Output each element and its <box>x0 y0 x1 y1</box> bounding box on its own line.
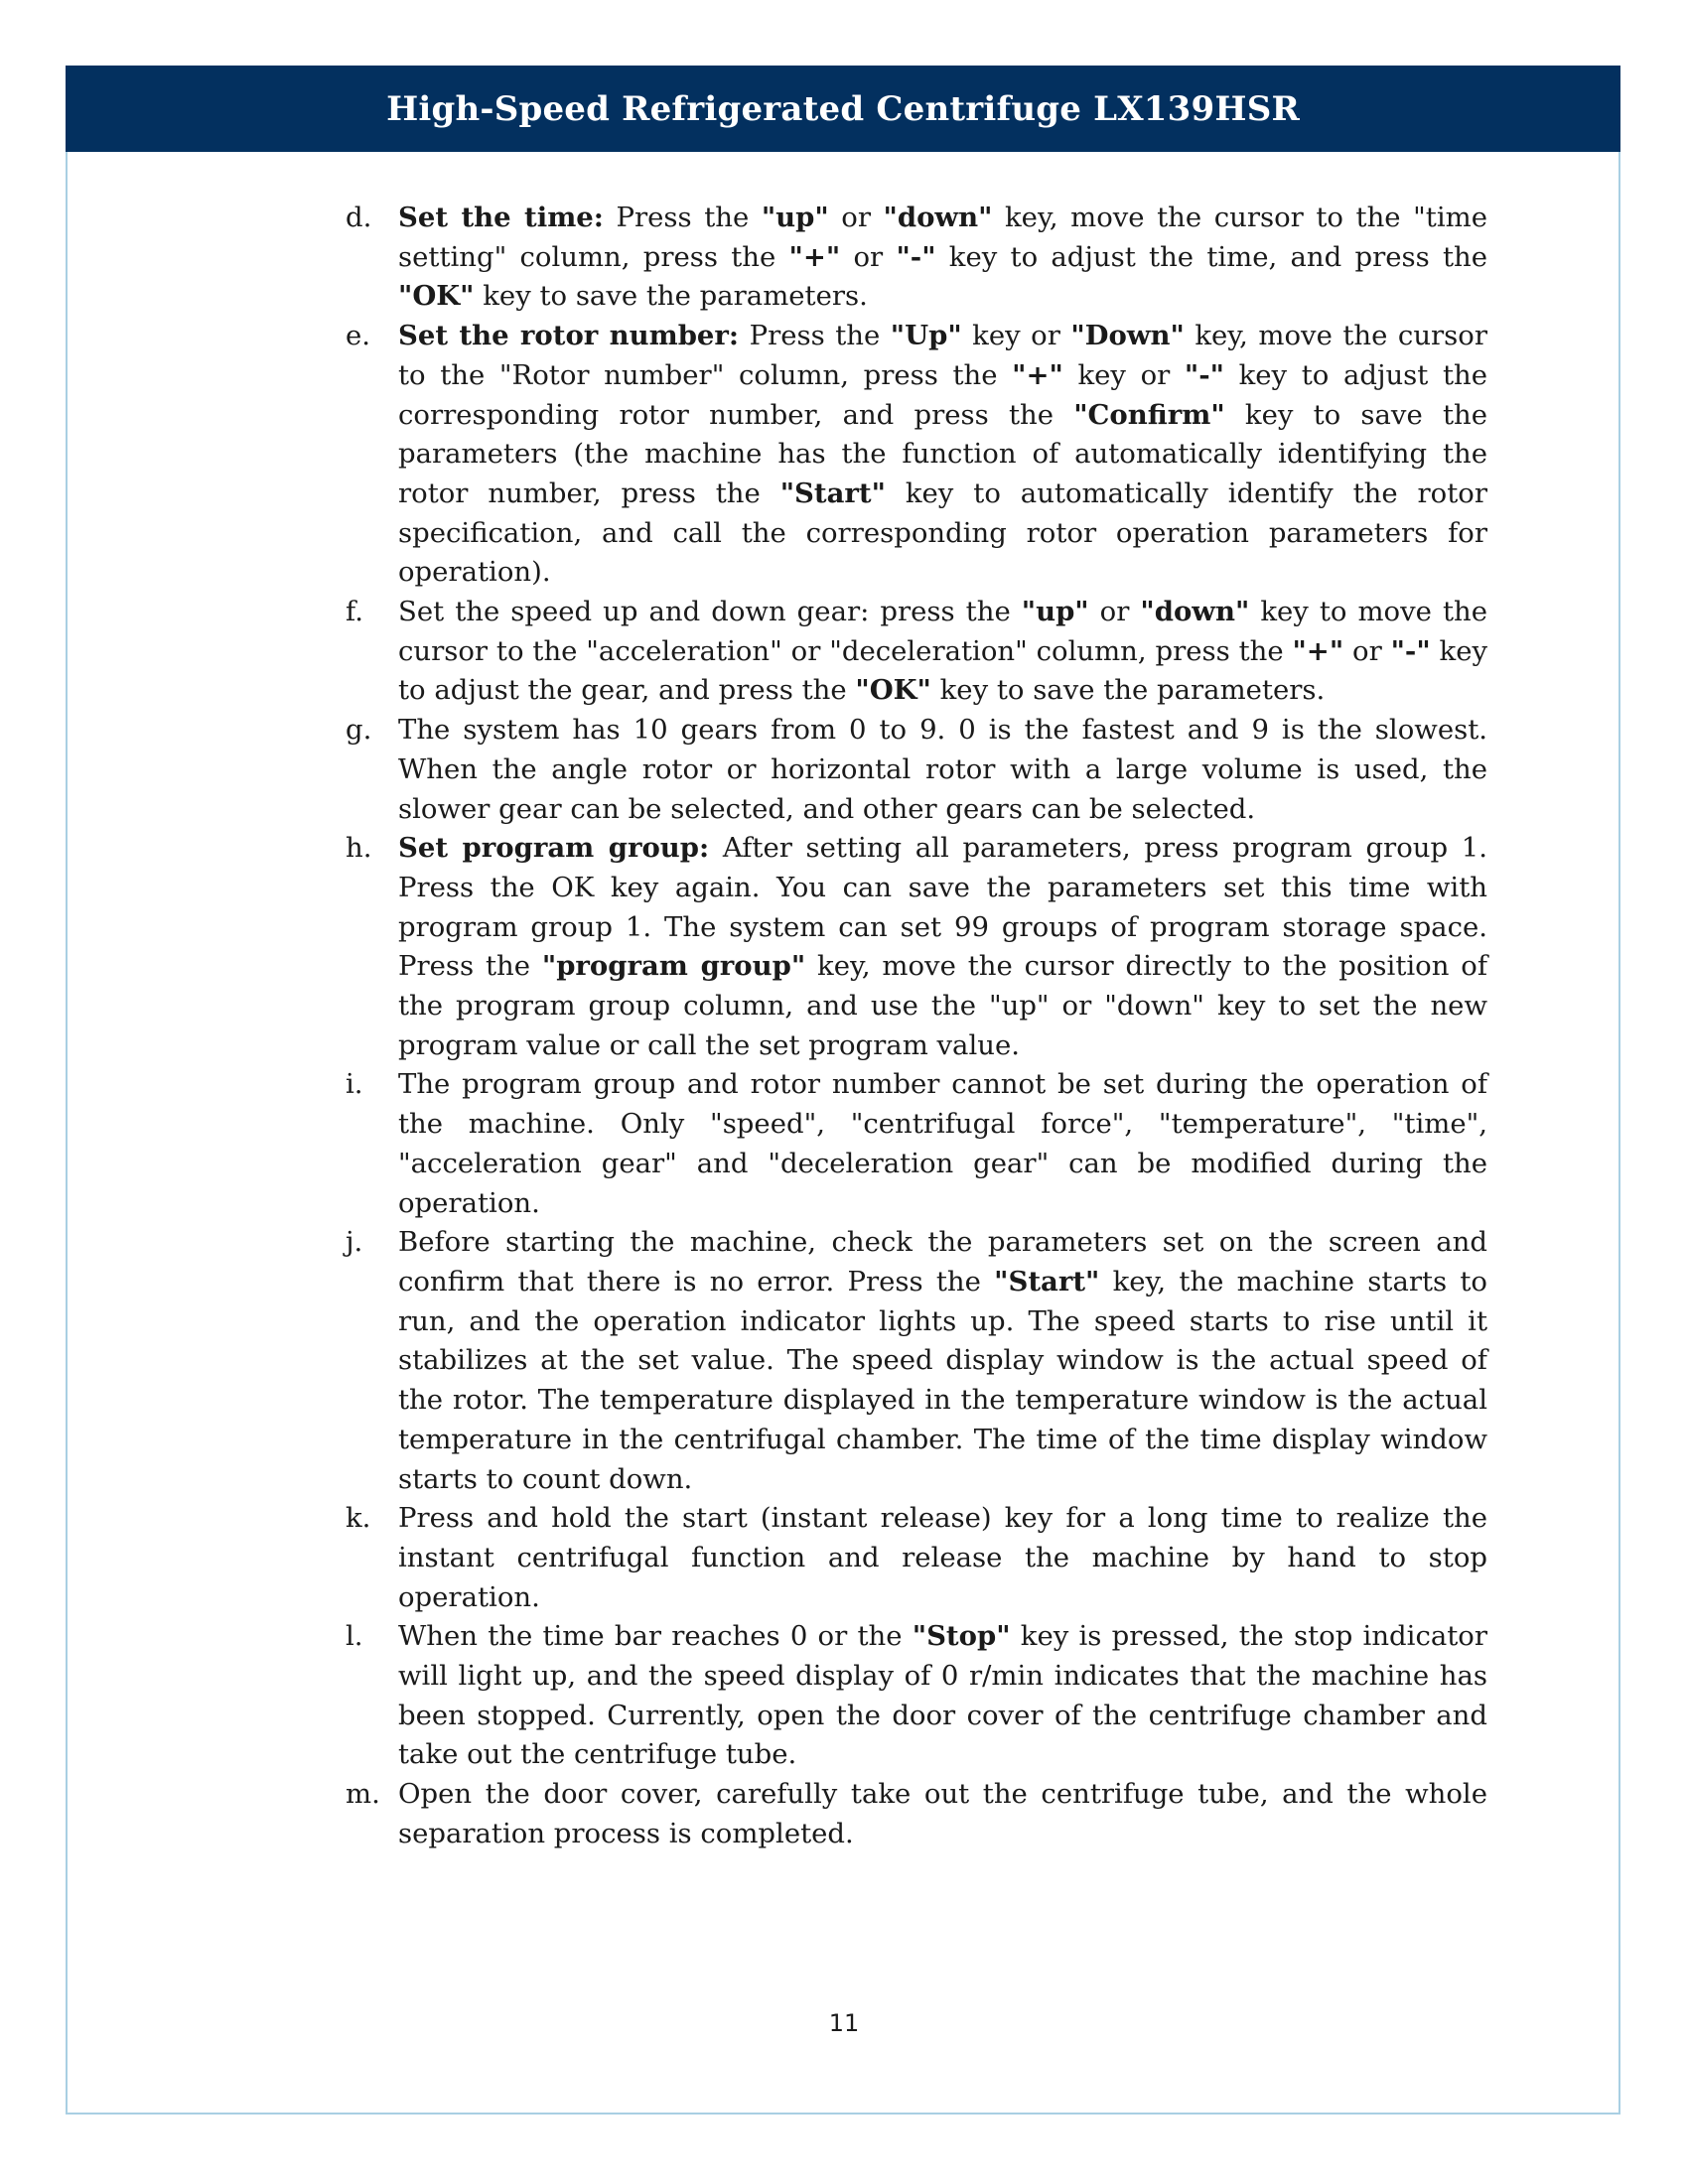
bold-text: "down" <box>1140 596 1250 628</box>
text-run: or <box>840 240 897 273</box>
text-run: When the time bar reaches 0 or the <box>398 1620 913 1653</box>
text-run: After setting all parameters, press program group 1. Press the OK key again. You can save the parameters set this time with program group 1. The system can set 99 groups of program storage space. Press the <box>398 832 1487 983</box>
list-item-marker: i. <box>346 1068 363 1101</box>
bold-text: "up" <box>761 202 829 233</box>
list-item <box>346 199 1487 317</box>
text-run: key to adjust the corresponding rotor number, and press the <box>398 358 1488 431</box>
list-item <box>346 1065 1487 1223</box>
bold-text: "Down" <box>1070 320 1185 352</box>
text-run: key to save the parameters. <box>930 674 1326 707</box>
text-run: Press and hold the start (instant release) key for a long time to realize the instant centrifugal function and release the machine by hand to stop operation. <box>398 1502 1487 1613</box>
instruction-list <box>346 199 1487 1854</box>
bold-text: "Up" <box>890 320 962 352</box>
text-run: The program group and rotor number cannot be set during the operation of the machine. Only "speed", "centrifugal force", "temperature", "time", "acceleration gear" and "deceleration gear" can be modified during the operation. <box>398 1068 1487 1219</box>
text-run: key, move the cursor to the "Rotor number" column, press the <box>398 320 1487 391</box>
bold-text: "+" <box>788 240 841 273</box>
list-item-text <box>398 1775 1487 1853</box>
list-item-marker: k. <box>346 1502 371 1535</box>
bold-text: "Start" <box>994 1265 1100 1297</box>
text-run: or <box>1088 596 1141 628</box>
bold-text: "Stop" <box>912 1620 1011 1653</box>
text-run: key, the machine starts to run, and the operation indicator lights up. The speed starts to rise until it stabilizes at the set value. The speed display window is the actual speed of the rotor. The temperature displayed in the temperature window is the actual temperature in the centrifugal chamber. The time of the time display window starts to count down. <box>398 1265 1487 1495</box>
bold-text: "-" <box>1184 358 1224 391</box>
list-item-text <box>398 199 1487 317</box>
list-item <box>346 711 1487 829</box>
text-run: or <box>1343 634 1391 667</box>
list-item-text <box>398 1065 1487 1223</box>
text-run: key or <box>961 320 1071 352</box>
document-title: High-Speed Refrigerated Centrifuge LX139HSR <box>386 88 1300 129</box>
bold-text: "OK" <box>855 674 931 707</box>
list-item-marker: f. <box>346 596 363 628</box>
text-run: key or <box>1062 358 1185 391</box>
bold-text: "+" <box>1292 634 1344 667</box>
bold-text: Set program group: <box>398 832 710 865</box>
list-item-marker: e. <box>346 320 371 352</box>
list-item-text <box>398 1223 1487 1499</box>
header-bar <box>66 66 1620 152</box>
text-run: or <box>828 202 884 233</box>
text-run: key to save the parameters. <box>474 280 868 313</box>
text-run: Press the <box>739 320 891 352</box>
list-item-marker: g. <box>346 714 372 747</box>
list-item-marker: l. <box>346 1620 363 1653</box>
list-item-text <box>398 1499 1487 1617</box>
bold-text: "Start" <box>779 477 886 509</box>
bold-text: "OK" <box>398 280 475 313</box>
bold-text: "up" <box>1021 596 1089 628</box>
list-item-text <box>398 829 1487 1065</box>
bold-text: "+" <box>1012 358 1063 391</box>
list-item <box>346 317 1487 593</box>
text-run: Before starting the machine, check the parameters set on the screen and confirm that there is no error. Press the <box>398 1226 1487 1297</box>
text-run: key to save the parameters (the machine has the function of automatically identifying the rotor number, press the <box>398 398 1487 509</box>
text-run: key to move the cursor to the "acceleration" or "deceleration" column, press the <box>398 596 1487 667</box>
list-item <box>346 1775 1487 1853</box>
text-run: key to adjust the gear, and press the <box>398 634 1488 707</box>
text-run: key, move the cursor directly to the position of the program group column, and use the "up" or "down" key to set the new program value or call the set program value. <box>398 950 1488 1061</box>
list-item-marker: d. <box>346 202 372 233</box>
bold-text: "-" <box>896 240 936 273</box>
bold-text: "Confirm" <box>1073 398 1225 431</box>
list-item <box>346 1223 1487 1499</box>
list-item <box>346 593 1487 711</box>
bold-text: Set the time: <box>398 202 604 233</box>
text-run: Set the speed up and down gear: press the <box>398 596 1022 628</box>
list-item-text <box>398 1617 1487 1775</box>
list-item <box>346 1617 1487 1775</box>
list-item-text <box>398 317 1487 593</box>
text-run: Open the door cover, carefully take out the centrifuge tube, and the whole separation process is completed. <box>398 1778 1487 1849</box>
text-run: Press the <box>603 202 762 233</box>
text-run: key is pressed, the stop indicator will light up, and the speed display of 0 r/min indicates that the machine has been stopped. Currently, open the door cover of the centrifuge chamber and take out the centrifuge tube. <box>398 1620 1488 1771</box>
bold-text: Set the rotor number: <box>398 320 740 352</box>
list-item-marker: j. <box>346 1226 363 1259</box>
text-run: key, move the cursor to the "time setting" column, press the <box>398 202 1487 273</box>
bold-text: "program group" <box>541 950 806 983</box>
page-number: 11 <box>828 2009 860 2037</box>
list-item-text <box>398 711 1487 829</box>
list-item-marker: h. <box>346 832 372 865</box>
text-run: The system has 10 gears from 0 to 9. 0 is the fastest and 9 is the slowest. When the angle rotor or horizontal rotor with a large volume is used, the slower gear can be selected, and other gears can be selected. <box>398 714 1487 825</box>
text-run: key to automatically identify the rotor specification, and call the corresponding rotor operation parameters for operation). <box>398 477 1487 589</box>
list-item <box>346 1499 1487 1617</box>
text-run: key to adjust the time, and press the <box>935 240 1488 273</box>
list-item-marker: m. <box>346 1778 380 1811</box>
list-item <box>346 829 1487 1065</box>
bold-text: "-" <box>1390 634 1431 667</box>
bold-text: "down" <box>883 202 993 233</box>
list-item-text <box>398 593 1487 711</box>
